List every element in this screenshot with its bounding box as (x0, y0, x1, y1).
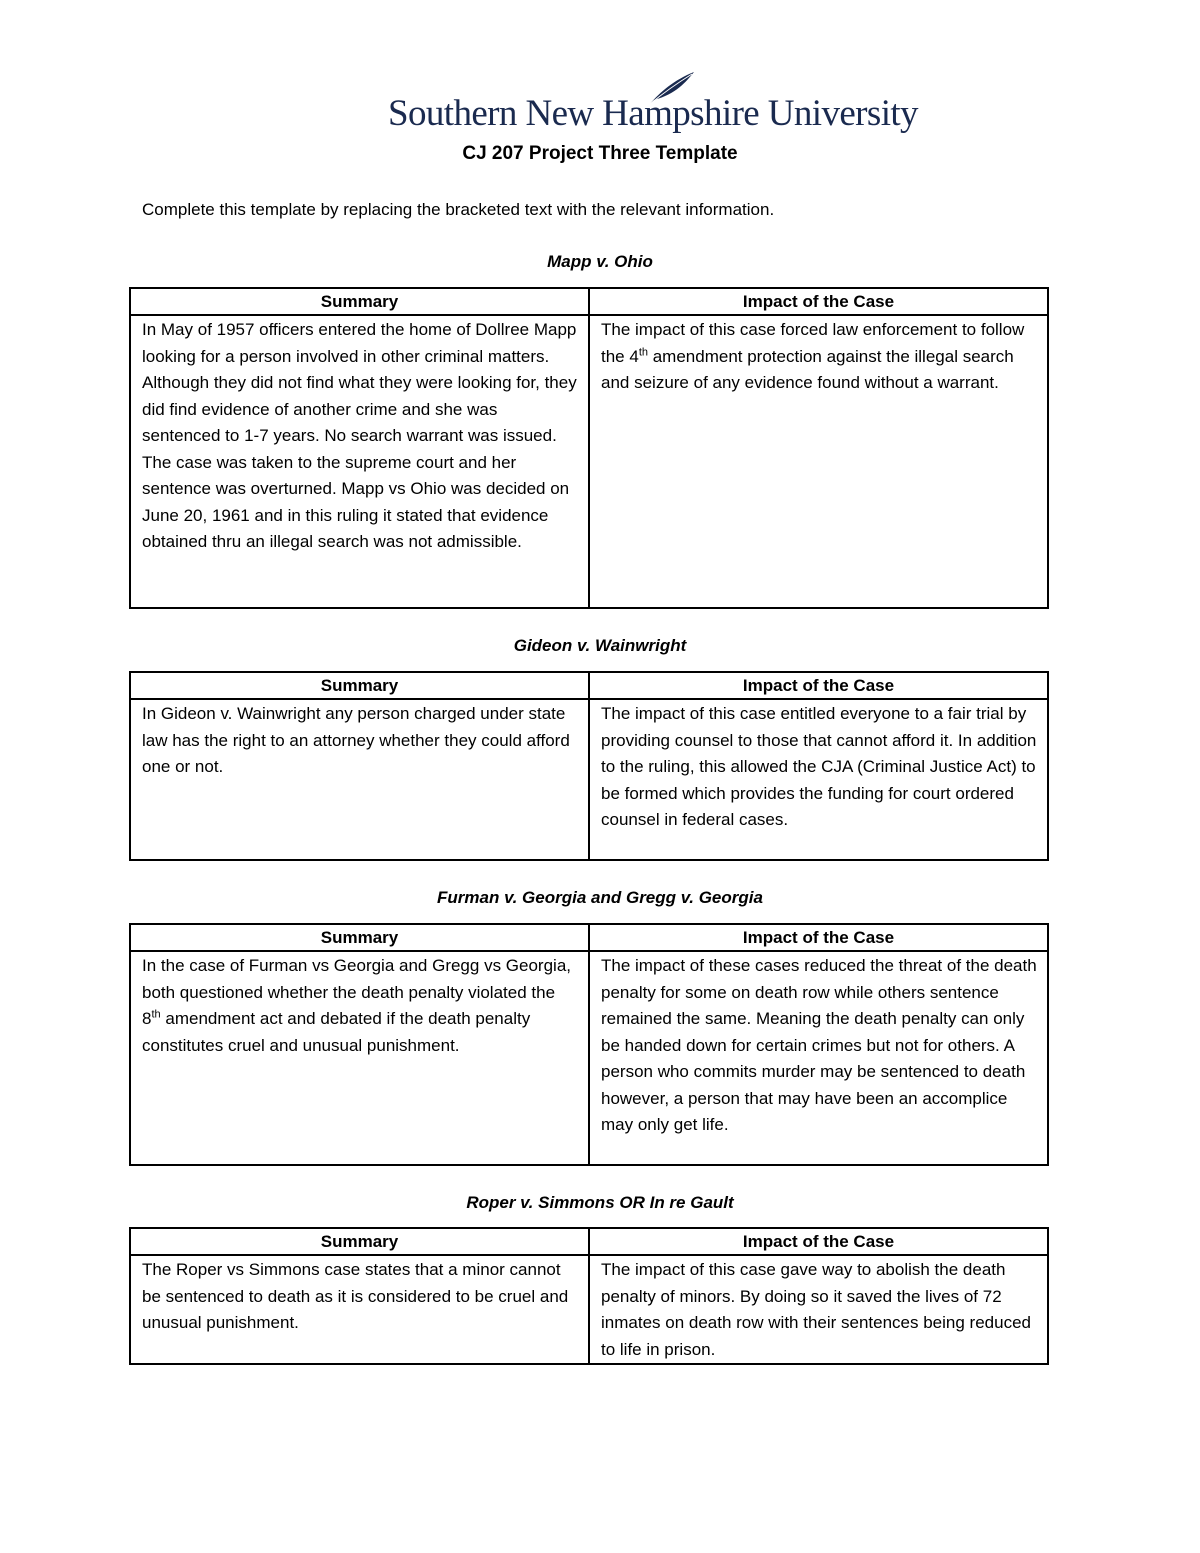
case-table-mapp-v-ohio (129, 287, 1049, 609)
ordinal-suffix: th (638, 345, 648, 358)
page-title: CJ 207 Project Three Template (462, 143, 738, 164)
impact-cell (589, 315, 1048, 608)
summary-header: Summary (130, 924, 589, 951)
summary-text-start: In the case of Furman vs Georgia and Gregg vs Georgia, both questioned whether the death penalty violated the 8 (142, 956, 571, 1028)
case-title-mapp-v-ohio: Mapp v. Ohio (547, 252, 653, 271)
summary-header: Summary (130, 1228, 589, 1255)
case-title-gideon-v-wainwright: Gideon v. Wainwright (513, 636, 687, 655)
impact-header: Impact of the Case (589, 924, 1048, 951)
table-row (130, 1255, 1048, 1364)
case-title-furman-gregg: Furman v. Georgia and Gregg v. Georgia (437, 888, 763, 907)
summary-cell: The Roper vs Simmons case states that a minor cannot be sentenced to death as it is considered to be cruel and unusual punishment. (130, 1255, 589, 1364)
case-table-furman-gregg (129, 923, 1049, 1166)
impact-cell: The impact of this case entitled everyone to a fair trial by providing counsel to those that cannot afford it. In addition to the ruling, this allowed the CJA (Criminal Justice Act) to be formed which provides the funding for court ordered counsel in federal cases. (589, 699, 1048, 860)
summary-cell: In May of 1957 officers entered the home of Dollree Mapp looking for a person involved in other criminal matters. Although they did not find what they were looking for, they did find evidence of another crime and she was sentenced to 1-7 years. No search warrant was issued. The case was taken to the supreme court and her sentence was overturned. Mapp vs Ohio was decided on June 20, 1961 and in this ruling it stated that evidence obtained thru an illegal search was not admissible. (130, 315, 589, 608)
case-title-roper-v-simmons: Roper v. Simmons OR In re Gault (466, 1193, 734, 1212)
case-table-gideon-v-wainwright (129, 671, 1049, 861)
impact-header: Impact of the Case (589, 288, 1048, 315)
case-table-roper-v-simmons (129, 1227, 1049, 1365)
impact-header: Impact of the Case (589, 672, 1048, 699)
impact-header: Impact of the Case (589, 1228, 1048, 1255)
university-logo (388, 70, 918, 136)
table-row (130, 699, 1048, 860)
ordinal-suffix: th (151, 1008, 161, 1021)
summary-header: Summary (130, 672, 589, 699)
table-header-row (130, 924, 1048, 951)
summary-cell (130, 951, 589, 1165)
table-row (130, 315, 1048, 608)
impact-text-start: The impact of this case forced law enforcement to follow the 4 (601, 320, 1025, 366)
impact-cell: The impact of these cases reduced the threat of the death penalty for some on death row while others sentence remained the same. Meaning the death penalty can only be handed down for certain crimes but not for others. A person who commits murder may be sentenced to death however, a person that may have been an accomplice may only get life. (589, 951, 1048, 1165)
table-header-row (130, 288, 1048, 315)
summary-header: Summary (130, 288, 589, 315)
table-row (130, 951, 1048, 1165)
impact-text-end: amendment protection against the illegal search and seizure of any evidence found without a warrant. (601, 346, 1014, 392)
summary-text-end: amendment act and debated if the death penalty constitutes cruel and unusual punishment. (142, 1009, 531, 1055)
table-header-row (130, 672, 1048, 699)
table-header-row (130, 1228, 1048, 1255)
instructions-text: Complete this template by replacing the bracketed text with the relevant information. (142, 200, 775, 219)
summary-cell: In Gideon v. Wainwright any person charged under state law has the right to an attorney whether they could afford one or not. (130, 699, 589, 860)
impact-cell: The impact of this case gave way to abolish the death penalty of minors. By doing so it saved the lives of 72 inmates on death row with their sentences being reduced to life in prison. (589, 1255, 1048, 1364)
logo-text: Southern New Hampshire University (388, 93, 918, 134)
